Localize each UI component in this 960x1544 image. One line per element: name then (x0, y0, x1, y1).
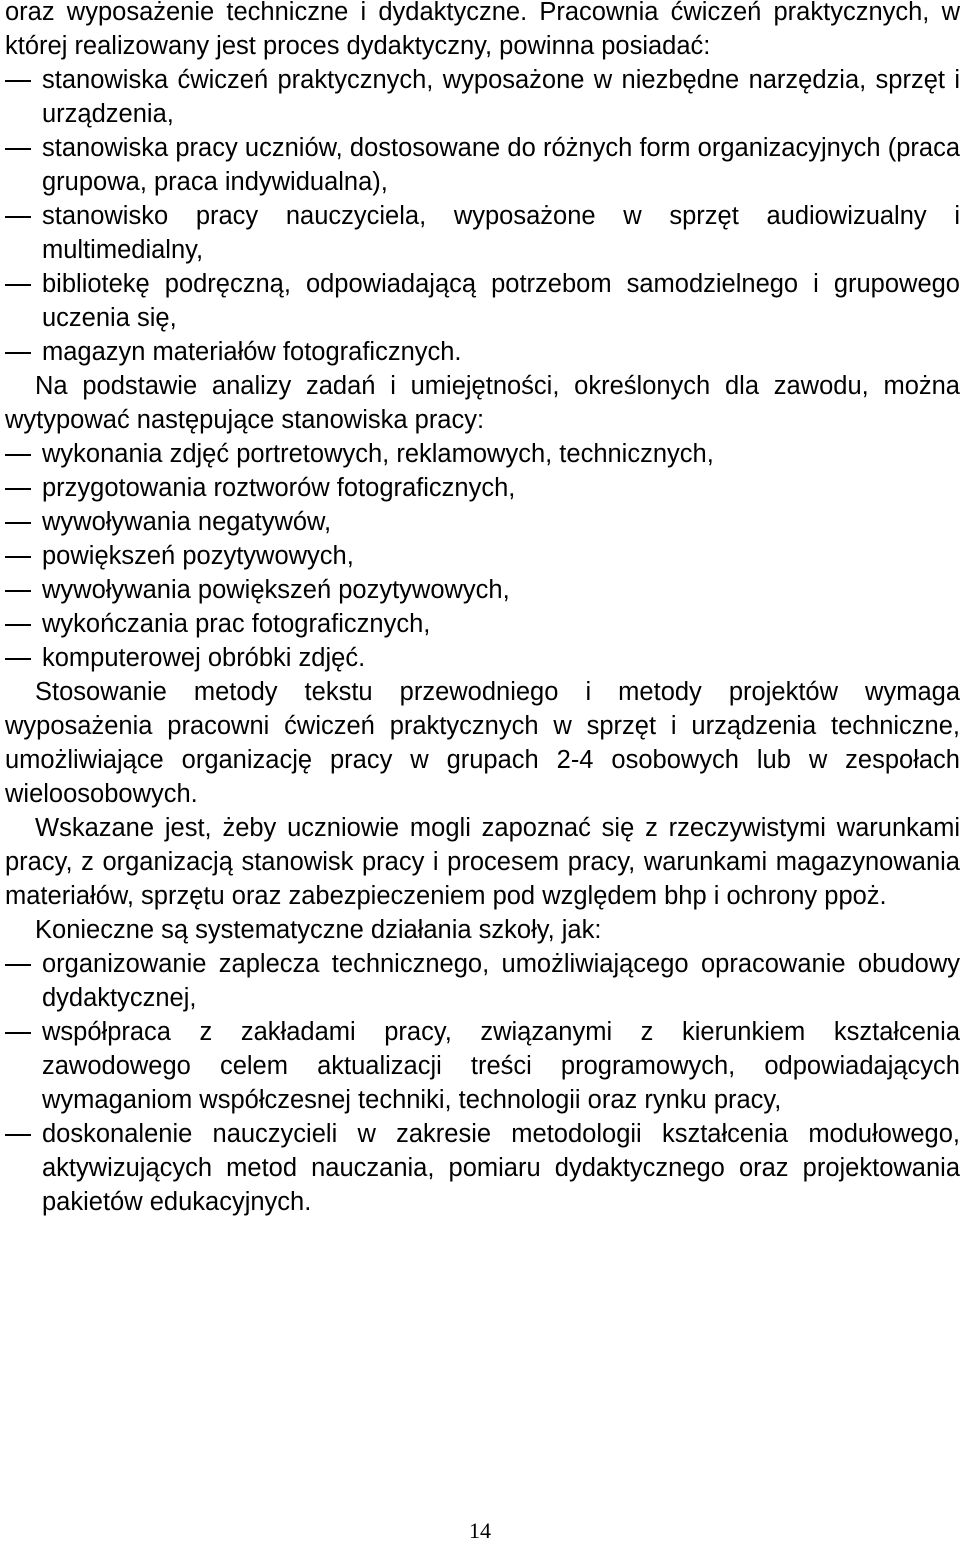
workshop-equipment-list (5, 63, 960, 369)
workstation-list (5, 437, 960, 675)
list-item (5, 539, 960, 573)
conditions-paragraph: Wskazane jest, żeby uczniowie mogli zapoznać się z rzeczywistymi warunkami pracy, z organizacją stanowisk pracy i procesem pracy, warunkami magazynowania materiałów, sprzętu oraz zabezpieczeniem pod względem bhp i ochrony ppoż. (5, 814, 960, 910)
list-item (5, 471, 960, 505)
list-item-text: magazyn materiałów fotograficznych. (42, 338, 462, 366)
list-item (5, 1117, 960, 1219)
school-actions-list (5, 947, 960, 1219)
list-item-text: stanowiska pracy uczniów, dostosowane do różnych form organizacyjnych (praca grupowa, praca indywidualna), (42, 134, 960, 196)
dash-bullet-icon (5, 522, 31, 524)
method-paragraph: Stosowanie metody tekstu przewodniego i metody projektów wymaga wyposażenia pracowni ćwiczeń praktycznych w sprzęt i urządzenia techniczne, umożliwiające organizację pracy w grupach 2-4 osobowych lub w zespołach wieloosobowych. (5, 678, 960, 808)
list-item-text: doskonalenie nauczycieli w zakresie metodologii kształcenia modułowego, aktywizujących metod nauczania, pomiaru dydaktycznego oraz projektowania pakietów edukacyjnych. (42, 1120, 960, 1216)
list-item (5, 199, 960, 267)
list-item (5, 641, 960, 675)
list-item-text: wywoływania negatywów, (42, 508, 332, 536)
page-number: 14 (469, 1518, 491, 1543)
dash-bullet-icon (5, 1134, 31, 1136)
list-item-text: bibliotekę podręczną, odpowiadającą potrzebom samodzielnego i grupowego uczenia się, (42, 270, 960, 332)
intro-paragraph: oraz wyposażenie techniczne i dydaktyczne. Pracownia ćwiczeń praktycznych, w której realizowany jest proces dydaktyczny, powinna posiadać: (5, 0, 960, 60)
dash-bullet-icon (5, 590, 31, 592)
list-item (5, 267, 960, 335)
document-body (5, 0, 960, 1219)
list-item-text: stanowiska ćwiczeń praktycznych, wyposażone w niezbędne narzędzia, sprzęt i urządzenia, (42, 66, 960, 128)
dash-bullet-icon (5, 556, 31, 558)
dash-bullet-icon (5, 454, 31, 456)
list-item-text: przygotowania roztworów fotograficznych, (42, 474, 516, 502)
list-item (5, 505, 960, 539)
dash-bullet-icon (5, 284, 31, 286)
list-item (5, 1015, 960, 1117)
list-item (5, 131, 960, 199)
school-actions-intro: Konieczne są systematyczne działania szkoły, jak: (35, 916, 602, 944)
list-item-text: współpraca z zakładami pracy, związanymi z kierunkiem kształcenia zawodowego celem aktualizacji treści programowych, odpowiadających wymaganiom współczesnej techniki, technologii oraz rynku pracy, (42, 1018, 960, 1114)
list-item-text: powiększeń pozytywowych, (42, 542, 354, 570)
dash-bullet-icon (5, 624, 31, 626)
list-item-text: wywoływania powiększeń pozytywowych, (42, 576, 510, 604)
list-item-text: stanowisko pracy nauczyciela, wyposażone w sprzęt audiowizualny i multimedialny, (42, 202, 960, 264)
list-item-text: organizowanie zaplecza technicznego, umożliwiającego opracowanie obudowy dydaktycznej, (42, 950, 960, 1012)
dash-bullet-icon (5, 1032, 31, 1034)
list-item-text: komputerowej obróbki zdjęć. (42, 644, 366, 672)
dash-bullet-icon (5, 658, 31, 660)
dash-bullet-icon (5, 216, 31, 218)
dash-bullet-icon (5, 148, 31, 150)
list-item (5, 947, 960, 1015)
dash-bullet-icon (5, 488, 31, 490)
list-item (5, 63, 960, 131)
dash-bullet-icon (5, 352, 31, 354)
analysis-paragraph: Na podstawie analizy zadań i umiejętności, określonych dla zawodu, można wytypować następujące stanowiska pracy: (5, 372, 960, 434)
list-item (5, 335, 960, 369)
list-item-text: wykończania prac fotograficznych, (42, 610, 431, 638)
list-item (5, 573, 960, 607)
dash-bullet-icon (5, 964, 31, 966)
list-item-text: wykonania zdjęć portretowych, reklamowych, technicznych, (42, 440, 714, 468)
list-item (5, 437, 960, 471)
dash-bullet-icon (5, 80, 31, 82)
list-item (5, 607, 960, 641)
